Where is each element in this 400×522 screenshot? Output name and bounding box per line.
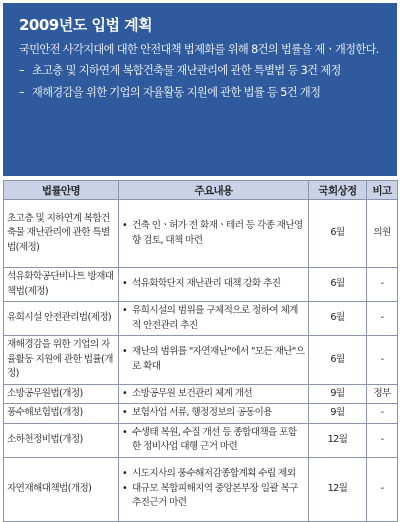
plan-bullet xyxy=(19,62,385,80)
law-note: 의원 xyxy=(367,200,398,268)
law-name: 석유화학공단비나트 방재대책법(제정) xyxy=(4,268,119,302)
law-content xyxy=(119,200,309,268)
law-name: 소하천정비법(개정) xyxy=(4,423,119,457)
plan-bullet xyxy=(19,84,385,102)
law-content xyxy=(119,404,309,424)
bullet-marker: • xyxy=(122,220,128,231)
table-row xyxy=(4,268,398,302)
header-note: 비고 xyxy=(367,181,398,200)
law-name: 풍수해보험법(개정) xyxy=(4,404,119,424)
content-item xyxy=(122,277,305,292)
law-session: 12월 xyxy=(309,423,367,457)
law-name: 유희시설 안전관리법(제정) xyxy=(4,302,119,336)
plan-header-box xyxy=(3,3,397,176)
law-name: 자연재해대책법(개정) xyxy=(4,457,119,521)
law-content xyxy=(119,384,309,404)
law-note: - xyxy=(367,268,398,302)
bullet-marker: • xyxy=(122,482,128,494)
law-name: 초고층 및 지하연계 복합건축물 재난관리에 관한 특별법(제정) xyxy=(4,200,119,268)
law-note: 정부 xyxy=(367,384,398,404)
content-item-text: 수생태 복원, 수질 개선 등 종합대책을 포함한 정비사업 대행 근거 마련 xyxy=(132,426,297,452)
content-item xyxy=(122,426,305,455)
content-item xyxy=(122,482,305,511)
plan-bullet-text: 재해경감을 위한 기업의 자율활동 지원에 관한 법률 등 5건 개정 xyxy=(32,86,321,99)
law-name: 소방공무원법(개정) xyxy=(4,384,119,404)
bullet-marker: • xyxy=(122,468,128,480)
law-note: - xyxy=(367,302,398,336)
content-item xyxy=(122,219,305,248)
law-session: 6월 xyxy=(309,336,367,385)
content-item-text: 소방공무원 보건관리 체계 개선 xyxy=(132,387,253,399)
header-main-content: 주요내용 xyxy=(119,181,309,200)
table-row xyxy=(4,457,398,521)
law-note: - xyxy=(367,457,398,521)
law-session: 9월 xyxy=(309,404,367,424)
law-content xyxy=(119,457,309,521)
content-item-text: 보험사업 서류, 행정정보의 공동이용 xyxy=(132,407,272,418)
law-session: 6월 xyxy=(309,200,367,268)
dash-marker: – xyxy=(19,86,24,99)
bullet-marker: • xyxy=(122,426,128,438)
dash-marker: – xyxy=(19,64,24,77)
header-law-name: 법률안명 xyxy=(4,181,119,200)
law-session: 9월 xyxy=(309,384,367,404)
content-item-text: 재난의 범위를 "자연재난"에서 "모든 재난"으로 확대 xyxy=(132,346,305,372)
law-name: 재해경감을 위한 기업의 자율활동 지원에 관한 법률(개정) xyxy=(4,336,119,385)
content-item-text: 시도지사의 풍수해저감종합계획 수립 제외 xyxy=(132,468,296,480)
bullet-marker: • xyxy=(122,278,128,290)
law-content xyxy=(119,268,309,302)
content-item xyxy=(122,387,305,402)
content-item xyxy=(122,304,305,333)
content-item-text: 건축 인ㆍ허가 전 화재ㆍ테러 등 각종 재난영향 검토, 대책 마련 xyxy=(132,220,303,246)
table-row xyxy=(4,336,398,385)
content-item xyxy=(122,345,305,374)
table-row xyxy=(4,404,398,424)
table-row xyxy=(4,200,398,268)
law-session: 6월 xyxy=(309,302,367,336)
plan-bullet-text: 초고층 및 지하연계 복합건축물 재난관리에 관한 특별법 등 3건 제정 xyxy=(32,64,341,77)
law-note: - xyxy=(367,404,398,424)
content-item xyxy=(122,467,305,482)
table-row xyxy=(4,384,398,404)
content-item-text: 대규모 복합피해지역 중앙본부장 일괄 복구 추진근거 마련 xyxy=(132,482,298,509)
law-content xyxy=(119,423,309,457)
plan-title: 2009년도 입법 계획 xyxy=(19,16,153,34)
table-header-row xyxy=(4,181,398,200)
table-row xyxy=(4,302,398,336)
content-item-text: 석유화학단지 재난관리 대책 강화 추진 xyxy=(132,278,281,290)
law-plan-table xyxy=(3,180,398,522)
law-note: - xyxy=(367,336,398,385)
content-item xyxy=(122,406,305,421)
header-assembly-session: 국회상정 xyxy=(309,181,367,200)
law-session: 6월 xyxy=(309,268,367,302)
bullet-marker: • xyxy=(122,346,128,358)
bullet-marker: • xyxy=(122,407,128,418)
content-item-text: 유희시설의 범위를 구체적으로 정하여 체계적 안전관리 추진 xyxy=(132,305,298,331)
law-session: 12월 xyxy=(309,457,367,521)
bullet-marker: • xyxy=(122,387,128,399)
law-content xyxy=(119,302,309,336)
law-note: - xyxy=(367,423,398,457)
bullet-marker: • xyxy=(122,305,128,316)
table-row xyxy=(4,423,398,457)
law-content xyxy=(119,336,309,385)
plan-intro: 국민안전 사각지대에 대한 안전대책 법제화를 위해 8건의 법률을 제ㆍ개정한다. xyxy=(19,43,379,56)
